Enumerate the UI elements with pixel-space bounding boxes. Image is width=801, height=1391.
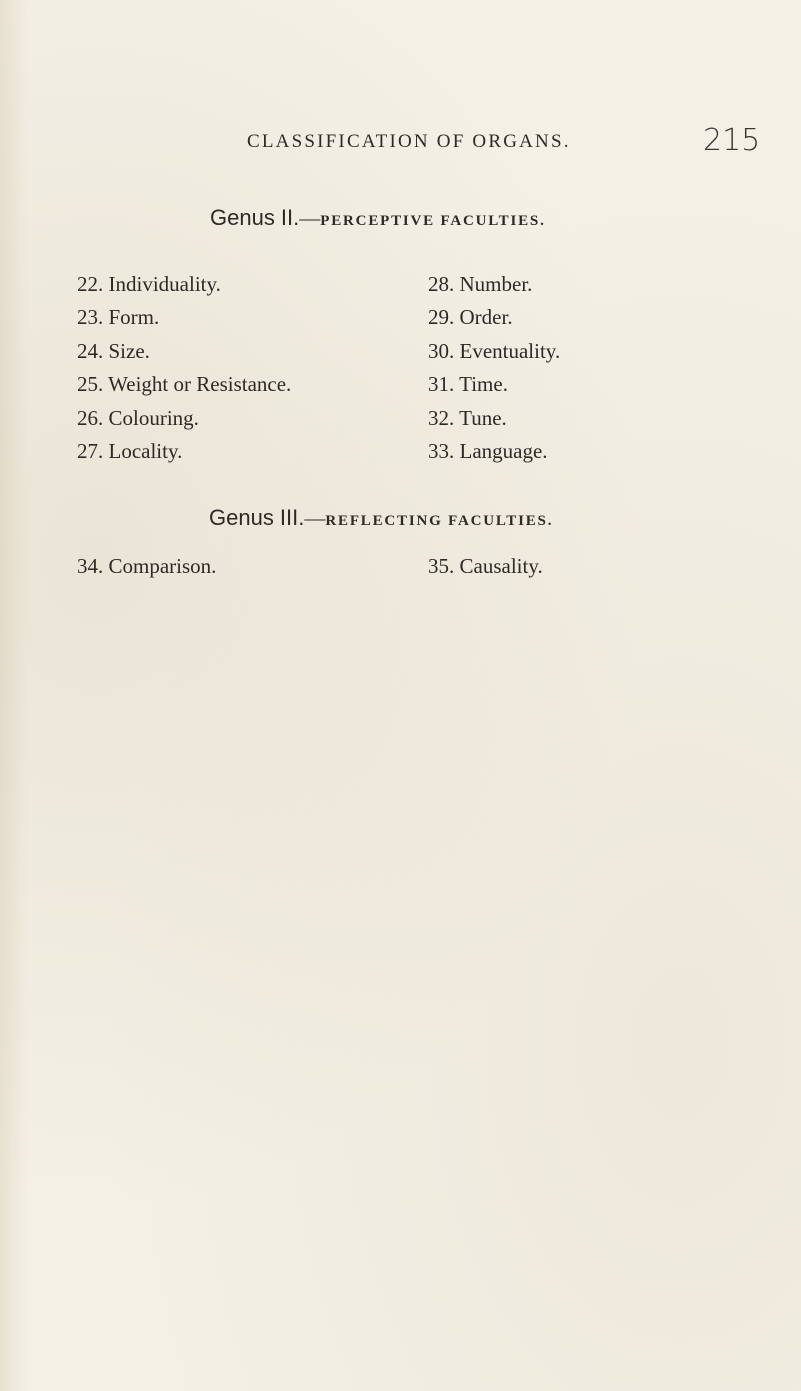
genus-3-right-column [428,550,543,583]
genus-3-label: Genus III. [209,505,305,530]
list-item: 32. Tune. [428,405,507,430]
list-item: 23. Form. [77,305,160,330]
list-item: 31. Time. [428,372,508,397]
list-item: 26. Colouring. [77,405,199,430]
genus-2-subtitle: PERCEPTIVE FACULTIES. [320,213,546,229]
list-item: 34. Comparison. [77,554,217,578]
genus-3-heading [209,505,553,531]
genus-2-label: Genus II. [210,205,300,230]
genus-3-subtitle: REFLECTING FACULTIES. [325,513,554,529]
running-head: CLASSIFICATION OF ORGANS. [247,131,571,152]
genus-3-left-column [77,550,216,583]
list-item: 29. Order. [428,305,513,330]
list-item: 27. Locality. [77,438,183,463]
list-item: 35. Causality. [428,554,543,578]
list-item: 30. Eventuality. [428,338,561,363]
list-item: 24. Size. [77,338,150,363]
list-item: 25. Weight or Resistance. [77,372,292,397]
genus-3-dash: — [304,506,326,530]
genus-2-heading [210,205,546,231]
page-number: 215 [703,123,761,158]
list-item: 33. Language. [428,438,548,463]
genus-2-left-column [77,268,291,468]
genus-2-dash: — [299,206,321,230]
list-item: 22. Individuality. [77,272,221,296]
genus-2-right-column [428,268,560,468]
list-item: 28. Number. [428,272,533,296]
